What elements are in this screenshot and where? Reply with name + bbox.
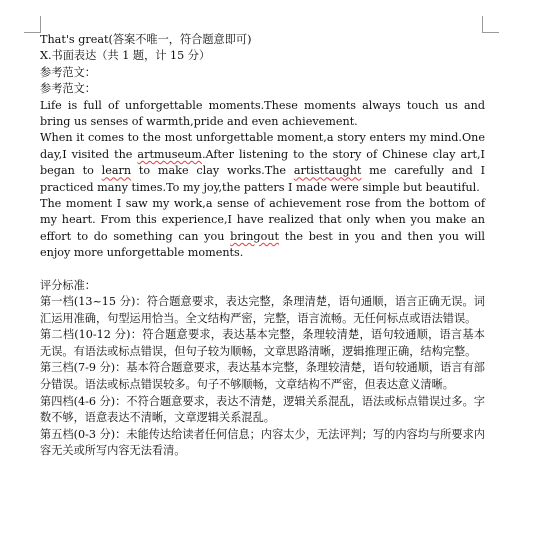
scoring-band-3: 第三档(7-9 分)：基本符合题意要求，表达基本完整，条理较清楚，语句较通顺，语言有部分错误。语法或标点错误较多。句子不够顺畅，文章结构不严密，但表达意义清晰。 [40, 361, 485, 392]
scoring-title: 评分标准： [40, 278, 96, 292]
essay-text: The moment I saw my work,a sense of achievement rose from the bottom of my heart. From this experience,I have realized that only when you make an effort to do something can you [40, 197, 485, 243]
scoring-band-4: 第四档(4-6 分)：不符合题意要求，表达不清楚，逻辑关系混乱，语法或标点错误过多。字数不够，语意表达不清晰，文章逻辑关系混乱。 [40, 394, 485, 425]
essay-paragraph-2 [40, 130, 485, 196]
spelling-flag-word: artmuseum [137, 147, 202, 161]
answer-line: That's great(答案不唯一，符合题意即可) [40, 33, 252, 46]
essay-text: me carefully and I practiced many times.To my joy,the patters I made were simple but beautiful. [40, 164, 485, 194]
section-title: X.书面表达（共 1 题，计 15 分） [40, 49, 211, 63]
essay-paragraph-1: Life is full of unforgettable moments.These moments always touch us and bring us senses of warmth,pride and even achievement. [40, 98, 485, 129]
scoring-band-1: 第一档(13~15 分)：符合题意要求，表达完整，条理清楚，语句通顺，语言正确无误。词汇运用准确，句型运用恰当。全文结构严密，完整，语言流畅。无任何标点或语法错误。 [40, 295, 485, 325]
page-corner-mark-top-right [482, 16, 499, 33]
spelling-flag-word: bringout [230, 229, 280, 243]
blank-line [40, 262, 485, 278]
reference-label: 参考范文： [40, 65, 96, 79]
essay-text: .After listening to the story of Chinese clay art,I began to [40, 147, 485, 178]
document-body [40, 32, 485, 460]
essay-text: the best in you and then you will enjoy more unforgettable moments. [40, 229, 485, 260]
essay-text: to make clay works.The [131, 164, 294, 178]
reference-label: 参考范文： [40, 82, 96, 96]
scoring-band-5: 第五档(0-3 分)：未能传达给读者任何信息；内容太少，无法评判；写的内容均与所要求内容无关或所写内容无法看清。 [40, 427, 485, 458]
spelling-flag-word: learn [101, 164, 132, 178]
page-corner-mark-top-left [24, 16, 41, 33]
essay-paragraph-3 [40, 196, 485, 262]
spelling-flag-word: artisttaught [293, 164, 362, 178]
scoring-band-2: 第二档(10-12 分)：符合题意要求，表达基本完整，条理较清楚，语句较通顺，语言基本无误。有语法或标点错误，但句子较为顺畅，文章思路清晰，逻辑推理正确，结构完整。 [40, 328, 485, 358]
essay-text: When it comes to the most unforgettable moment,a story enters my mind.One day,I visited the [40, 131, 485, 161]
